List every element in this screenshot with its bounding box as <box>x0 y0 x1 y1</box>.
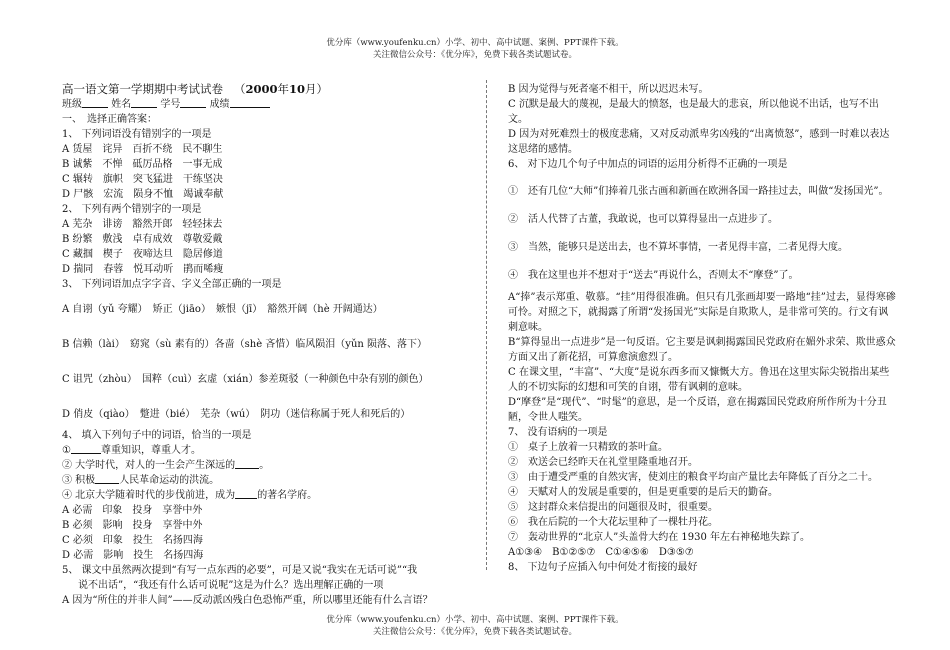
q1-option-b: B 诚紫 不惮 砥厉品格 一事无成 <box>62 159 223 170</box>
q4-option-b: B 必须 影响 投身 享誉中外 <box>62 520 203 531</box>
q4-sentence-2: ② 大学时代，对人的一生会产生深远的 。 <box>62 460 270 471</box>
q4-blank-2[interactable] <box>235 458 259 469</box>
footer-line-1: 优分库（www.youfenku.cn）小学、初中、高中试题、案例、PPT课件下载。 <box>326 615 624 625</box>
q6-option-a: A“捧”表示郑重、敬慕。“挂”用得很准确。但只有几张画却要一路地“挂”过去，显得寒碜可怜。对照之下，就揭露了所谓“发扬国光”实际是自欺欺人，是非常可笑的。行文有讽刺意味。 <box>508 292 896 333</box>
question-8: 8、 下边句子应插入句中何处才衔接的最好 <box>508 562 698 573</box>
section-1-heading: 一、 选择正确答案： <box>62 114 157 125</box>
page-footer <box>0 614 950 638</box>
header-line-1: 优分库（www.youfenku.cn）小学、初中、高中试题、案例、PPT课件下载。 <box>326 38 624 48</box>
q3-option-d: D 俏皮（qiào） 蹩进（bié） 芜杂（wú） 阴功（迷信称属于死人和死后的） <box>62 409 411 420</box>
q7-options: A①③④ B①②⑤⑦ C①④⑤⑥ D③⑤⑦ <box>508 547 694 558</box>
q6-sentence-3: ③ 当然，能够只是送出去，也不算坏事情，一者见得丰富，二者见得大度。 <box>508 242 848 253</box>
page-header <box>0 37 950 61</box>
q4-option-c: C 必须 印象 投生 名扬四海 <box>62 535 203 546</box>
question-5-cont: 说不出话”，“我还有什么话可说呢”这是为什么？选出理解正确的一项 <box>78 580 384 591</box>
header-line-2: 关注微信公众号：《优分库》，免费下载各类试题试卷。 <box>372 50 577 60</box>
q6-sentence-2: ② 活人代替了古董，我敢说，也可以算得显出一点进步了。 <box>508 214 778 225</box>
q7-sentence-7: ⑦ 轰动世界的“北京人”头盖骨大约在 1930 年左右神秘地失踪了。 <box>508 532 811 543</box>
question-1: 1、 下列词语没有错别字的一项是 <box>62 129 212 140</box>
q6-option-b: B“算得显出一点进步”是一句反语。它主要是讽刺揭露国民党政府在媚外求荣、欺世惑众方面又出了新花招，可算愈演愈烈了。 <box>508 337 896 363</box>
q7-sentence-5: ⑤ 这封群众来信提出的问题很及时，很重要。 <box>508 502 718 513</box>
student-info-line: 班级 姓名 学号 成绩 <box>62 97 480 112</box>
exam-title-text: 高一语文第一学期期中考试试卷 <box>62 82 223 96</box>
q3-option-b: B 信赖（lài） 窈窕（sù 素有的）各啬（shè 吝惜）临风陨泪（yǔn 陨落、落下） <box>62 339 428 350</box>
q7-sentence-3: ③ 由于遭受严重的自然灾害，使刘庄的粮食平均亩产量比去年降低了百分之二十。 <box>508 472 878 483</box>
q4-blank-4[interactable] <box>235 488 257 499</box>
q7-sentence-2: ② 欢送会已经昨天在礼堂里隆重地召开。 <box>508 457 698 468</box>
q4-option-a: A 必需 印象 投身 享誉中外 <box>62 505 203 516</box>
exam-title: 高一语文第一学期期中考试试卷 （2000年10月） <box>62 82 328 96</box>
id-blank[interactable] <box>180 97 206 108</box>
q6-sentence-4: ④ 我在这里也并不想对于“送去”再说什么，否则太不“摩登”了。 <box>508 270 799 281</box>
q2-option-c: C 藏掴 楔子 夜啼达旦 隐居修道 <box>62 249 223 260</box>
exam-month: 10 <box>288 82 305 96</box>
q3-option-c: C 诅咒（zhòu） 国粹（cuì）玄虚（xián）参差斑驳（一种颜色中杂有别的颜色） <box>62 374 429 385</box>
exam-year: 2000 <box>245 82 278 96</box>
left-column <box>62 82 480 608</box>
q1-option-a: A 赁屋 诧异 百折不绕 民不聊生 <box>62 144 223 155</box>
q4-blank-1[interactable] <box>71 443 101 454</box>
question-7: 7、 没有语病的一项是 <box>508 427 608 438</box>
class-blank[interactable] <box>82 97 108 108</box>
column-divider <box>486 80 487 570</box>
q2-option-a: A 芜杂 诽谤 豁然开郎 轻轻抹去 <box>62 219 223 230</box>
name-blank[interactable] <box>131 97 157 108</box>
right-column <box>508 82 896 575</box>
q5-option-b: B 因为觉得与死者毫不相干，所以迟迟未写。 <box>508 84 709 95</box>
q5-option-c: C 沉默是最大的蔑视，是最大的愤怒，也是最大的悲哀，所以他说不出话，也写不出文。 <box>508 99 879 125</box>
q7-sentence-6: ⑥ 我在后院的一个大花坛里种了一棵牡丹花。 <box>508 517 718 528</box>
question-6: 6、 对下边几个句子中加点的词语的运用分析得不正确的一项是 <box>508 159 788 170</box>
q2-option-b: B 纷繁 敷浅 卓有成效 尊敬爱戴 <box>62 234 223 245</box>
q6-option-d: D“摩登”是“现代”、“时髦”的意思，是一个反语，意在揭露国民党政府所作所为十分丑陋，令世人嗤笑。 <box>508 397 887 423</box>
q4-sentence-3: ③ 积极 人民革命运动的洪流。 <box>62 475 220 486</box>
q7-sentence-4: ④ 天赋对人的发展是重要的，但是更重要的是后天的勤奋。 <box>508 487 778 498</box>
q2-option-d: D 揣同 春蓉 悦耳动听 鹃而唏瘦 <box>62 264 224 275</box>
q6-sentence-1: ① 还有几位“大师”们捧着几张古画和新画在欧洲各国一路挂过去，叫做“发扬国光”。 <box>508 186 889 197</box>
question-2: 2、 下列有两个错别字的一项是 <box>62 204 202 215</box>
q4-sentence-4: ④ 北京大学随着时代的步伐前进，成为 的著名学府。 <box>62 490 318 501</box>
q1-option-d: D 尸骸 宏流 陨身不恤 竭诚奉献 <box>62 189 224 200</box>
question-5: 5、 课文中虽然两次提到“有写一点东西的必要”，可是又说“我实在无话可说”“我 <box>62 565 418 576</box>
q6-option-c: C 在课文里，“丰富”、“大度”是说东西多而又慷慨大方。鲁迅在这里实际尖锐指出某些人的不切实际的幻想和可笑的自诩，带有讽刺的意味。 <box>508 367 890 393</box>
q3-option-a: A 自诩（yǔ 夸耀） 矫正（jiāo） 嫉恨（jī） 豁然开阔（hè 开阔通达） <box>62 304 383 315</box>
q4-sentence-1: ① 尊重知识，尊重人才。 <box>62 445 201 456</box>
question-4: 4、 填入下列句子中的词语，恰当的一项是 <box>62 430 252 441</box>
q5-option-d: D 因为对死难烈士的极度悲痛，又对反动派卑劣凶残的“出离愤怒”，感到一时难以表达这思绪的感情。 <box>508 129 890 155</box>
score-blank[interactable] <box>230 97 270 108</box>
q5-option-a: A 因为“所住的并非人间”——反动派凶残白色恐怖严重，所以哪里还能有什么言语？ <box>62 595 433 606</box>
q1-option-c: C 辗转 旗帜 突飞猛进 干练坚决 <box>62 174 223 185</box>
footer-line-2: 关注微信公众号：《优分库》，免费下载各类试题试卷。 <box>372 627 577 637</box>
question-3: 3、 下列词语加点字字音、字义全部正确的一项是 <box>62 279 282 290</box>
q4-option-d: D 必需 影响 投生 名扬四海 <box>62 550 204 561</box>
q7-sentence-1: ① 桌子上放着一只精致的茶叶盒。 <box>508 442 668 453</box>
q4-blank-3[interactable] <box>95 473 119 484</box>
